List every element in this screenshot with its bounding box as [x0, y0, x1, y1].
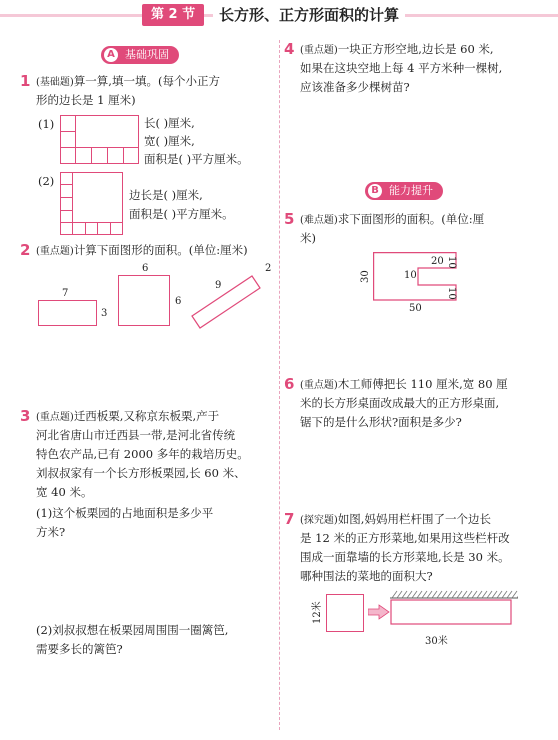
q2-parallelogram — [190, 268, 266, 330]
wall-hatch-line — [462, 591, 467, 598]
q3-sub1-line2: 方米? — [36, 525, 66, 539]
wall-hatch-line — [407, 591, 412, 598]
q1-grid-rectangle — [60, 115, 140, 165]
q7-line2: 是 12 米的正方形菜地,如果用这些栏杆改 — [300, 531, 510, 545]
q6-text1: 木工师傅把长 110 厘米,宽 80 厘 — [337, 377, 508, 391]
q5-bottom-label: 50 — [409, 303, 422, 314]
q7-line1 — [300, 511, 491, 529]
wall-hatch-line — [432, 591, 437, 598]
q5-right-top-label: 10 — [446, 256, 457, 269]
wall-hatch-line — [497, 591, 502, 598]
section-a-label: 基础巩固 — [125, 48, 169, 61]
wall-hatch-line — [512, 591, 517, 598]
q4-line2: 如果在这块空地上每 4 平方米种一棵树, — [300, 61, 503, 75]
q4-text1: 一块正方形空地,边长是 60 米, — [337, 42, 494, 56]
q1-line2: 形的边长是 1 厘米) — [36, 93, 136, 107]
wall-hatch-line — [507, 591, 512, 598]
q5-tag: (难点题) — [300, 215, 338, 226]
q7-square-plot — [326, 594, 364, 632]
q5-left-label: 30 — [360, 270, 371, 283]
q1-number: 1 — [20, 72, 31, 90]
q7-number: 7 — [284, 510, 295, 528]
q2-square-top-label: 6 — [142, 263, 149, 274]
q1-sub1-area: 面积是( )平方厘米。 — [144, 152, 249, 166]
section-title: 长方形、正方形面积的计算 — [213, 4, 405, 26]
q1-sub2-area: 面积是( )平方厘米。 — [129, 207, 234, 221]
wall-hatch-line — [452, 591, 457, 598]
q5-line2: 米) — [300, 231, 316, 245]
q7-side-label: 12米 — [312, 601, 323, 624]
q2-para-long-label: 9 — [215, 280, 222, 291]
q5-text1: 求下面图形的面积。(单位:厘 — [337, 212, 485, 226]
q1-grid-square — [60, 172, 124, 236]
section-b-label: 能力提升 — [389, 184, 433, 197]
q7-tag: (探究题) — [300, 515, 338, 526]
wall-hatch-line — [442, 591, 447, 598]
q3-sub1-line1: (1)这个板栗园的占地面积是多少平 — [36, 506, 214, 520]
section-b-letter: B — [368, 184, 382, 198]
q6-number: 6 — [284, 375, 295, 393]
q2-rect-height-label: 3 — [101, 308, 108, 319]
q1-line1 — [36, 73, 220, 91]
q1-tag: (基础题) — [36, 77, 74, 88]
q6-line2: 米的长方形桌面改成最大的正方形桌面, — [300, 396, 500, 410]
q2-square — [118, 275, 170, 326]
q2-square-side-label: 6 — [175, 296, 182, 307]
wall-hatch-line — [417, 591, 422, 598]
q3-number: 3 — [20, 407, 31, 425]
wall-hatch-line — [492, 591, 497, 598]
q1-sub1-length: 长( )厘米, — [144, 116, 195, 130]
q2-tag: (重点题) — [36, 246, 74, 257]
q4-line1 — [300, 41, 494, 59]
wall-hatch-line — [412, 591, 417, 598]
wall-hatch-line — [502, 591, 507, 598]
q3-line1 — [36, 408, 219, 426]
section-a-letter: A — [104, 48, 118, 62]
wall-hatch-line — [437, 591, 442, 598]
q4-tag: (重点题) — [300, 45, 338, 56]
q2-text: 计算下面图形的面积。(单位:厘米) — [73, 243, 248, 257]
q7-long-label: 30米 — [425, 636, 448, 647]
wall-hatch-line — [457, 591, 462, 598]
q7-wall-rectangle — [390, 590, 518, 638]
q7-text1: 如图,妈妈用栏杆围了一个边长 — [337, 512, 491, 526]
q4-number: 4 — [284, 40, 295, 58]
wall-hatch-line — [472, 591, 477, 598]
q1-sub1-width: 宽( )厘米, — [144, 134, 195, 148]
q2-rect-width-label: 7 — [62, 288, 69, 299]
wall-hatch-line — [427, 591, 432, 598]
arrow-right-icon — [368, 604, 390, 620]
wall-hatch-line — [467, 591, 472, 598]
q2-para-short-label: 2 — [265, 263, 272, 274]
q5-top-label: 20 — [431, 256, 444, 267]
q1-text1: 算一算,填一填。(每个小正方 — [73, 74, 220, 88]
q3-line2: 河北省唐山市迁西县一带,是河北省传统 — [36, 428, 236, 442]
wall-hatch-line — [517, 591, 518, 598]
wall-hatch-line — [482, 591, 487, 598]
q3-sub2-line2: 需要多长的篱笆? — [36, 642, 123, 656]
q5-right-bottom-label: 10 — [446, 287, 457, 300]
wall-hatch-line — [422, 591, 427, 598]
q3-text1: 迁西板栗,又称京东板栗,产于 — [73, 409, 220, 423]
wall-hatch-line — [397, 591, 402, 598]
q1-sub1-label: (1) — [38, 117, 55, 131]
q3-line5: 宽 40 米。 — [36, 485, 93, 499]
q3-line3: 特色农产品,已有 2000 多年的栽培历史。 — [36, 447, 249, 461]
q6-tag: (重点题) — [300, 380, 338, 391]
wall-hatch-line — [487, 591, 492, 598]
q1-sub2-label: (2) — [38, 174, 55, 188]
q3-line4: 刘叔叔家有一个长方形板栗园,长 60 米、 — [36, 466, 246, 480]
section-b-pill — [365, 182, 443, 200]
q5-number: 5 — [284, 210, 295, 228]
wall-hatch-line — [477, 591, 482, 598]
q4-line3: 应该准备多少棵树苗? — [300, 80, 410, 94]
q1-sub2-side: 边长是( )厘米, — [129, 188, 203, 202]
wall-hatch-line — [402, 591, 407, 598]
q3-tag: (重点题) — [36, 412, 74, 423]
section-a-pill — [101, 46, 179, 64]
q2-line — [36, 242, 248, 260]
q5-line1 — [300, 211, 484, 229]
wall-hatch-line — [447, 591, 452, 598]
q6-line1 — [300, 376, 508, 394]
q2-rectangle — [38, 300, 97, 326]
q5-notch-label: 10 — [404, 270, 417, 281]
section-badge: 第 2 节 — [142, 4, 204, 26]
q7-line4: 哪种围法的菜地的面积大? — [300, 569, 433, 583]
q7-line3: 围成一面靠墙的长方形菜地,长是 30 米。 — [300, 550, 510, 564]
wall-hatch-line — [392, 591, 397, 598]
q3-sub2-line1: (2)刘叔叔想在板栗园周围围一圈篱笆, — [36, 623, 229, 637]
q6-line3: 锯下的是什么形状?面积是多少? — [300, 415, 462, 429]
q2-number: 2 — [20, 241, 31, 259]
column-divider — [279, 40, 280, 730]
